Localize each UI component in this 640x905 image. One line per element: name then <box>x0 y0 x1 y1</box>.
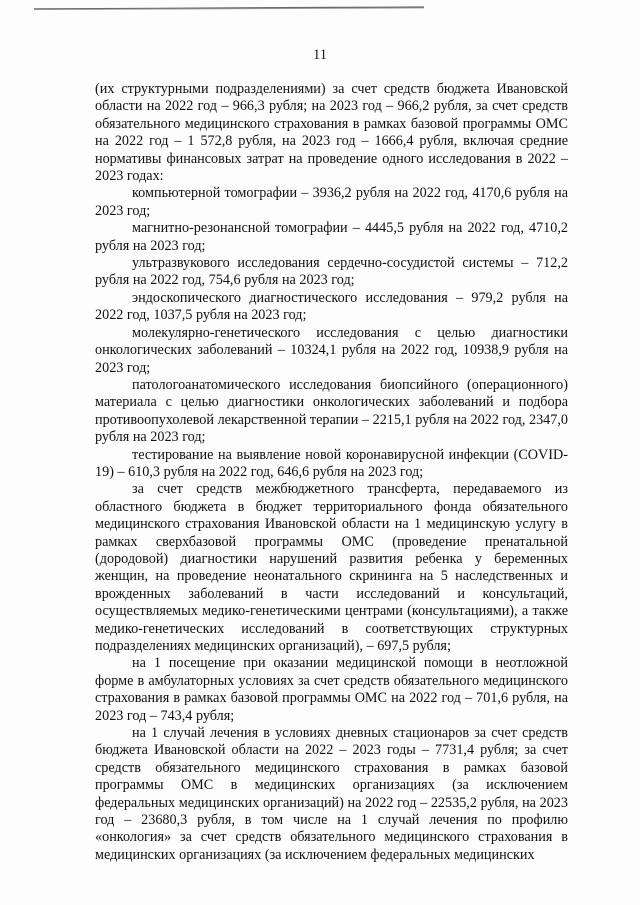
paragraph: молекулярно-генетического исследования с целью диагностики онкологических заболеваний – 10324,1 рубля на 2022 год, 10938,9 рубля на 2023 год; <box>95 324 568 376</box>
paragraph: на 1 посещение при оказании медицинской помощи в неотложной форме в амбулаторных условиях за счет средств обязательного медицинского страхования в рамках базовой программы ОМС на 2022 год – 701,6 рубля, на 2023 год – 743,4 рубля; <box>95 655 568 724</box>
paragraph: магнитно-резонансной томографии – 4445,5 рубля на 2022 год, 4710,2 рубля на 2023 год; <box>95 220 568 254</box>
body-text <box>95 81 568 864</box>
paragraph: на 1 случай лечения в условиях дневных стационаров за счет средств бюджета Ивановской области на 2022 – 2023 годы – 7731,4 рубля; за счет средств обязательного медицинского страхования в рамках базовой программы ОМС в медицинских организациях (за исключением федеральных медицинских организаций) на 2022 год – 22535,2 рубля, на 2023 год – 23680,3 рубля, в том числе на 1 случай лечения по профилю «онкология» за счет средств обязательного медицинского страхования в медицинских организациях (за исключением федеральных медицинских <box>95 725 568 863</box>
paragraph: патологоанатомического исследования биопсийного (операционного) материала с целью диагностики онкологических заболеваний и подбора противоопухолевой лекарственной терапии – 2215,1 рубля на 2022 год, 2347,0 рубля на 2023 год; <box>95 376 568 446</box>
scan-artifact-line <box>34 6 424 11</box>
paragraph: за счет средств межбюджетного трансферта, передаваемого из областного бюджета в бюджет территориального фонда обязательного медицинского страхования Ивановской области на 1 медицинскую услугу в рамках сверхбазовой программы ОМС (проведение пренатальной (дородовой) диагностики нарушений развития ребенка у беременных женщин, на проведение неонатального скрининга на 5 наследственных и врожденных заболеваний в части исследований и консультаций, осуществляемых медико-генетическими центрами (консультациями), а также медико-генетических исследований в соответствующих структурных подразделениях медицинских организаций), – 697,5 рубля; <box>95 481 568 654</box>
paragraph: тестирование на выявление новой коронавирусной инфекции (COVID-19) – 610,3 рубля на 2022 год, 646,6 рубля на 2023 год; <box>95 446 568 480</box>
paragraph: компьютерной томографии – 3936,2 рубля на 2022 год, 4170,6 рубля на 2023 год; <box>95 185 568 219</box>
paragraph: (их структурными подразделениями) за счет средств бюджета Ивановской области на 2022 год – 966,3 рубля; на 2023 год – 966,2 рубля, за счет средств обязательного медицинского страхования в рамках базовой программы ОМС на 2022 год – 1 572,8 рубля, на 2023 год – 1666,4 рубля, включая средние нормативы финансовых затрат на проведение одного исследования в 2022 – 2023 годах: <box>95 81 568 185</box>
paragraph: эндоскопического диагностического исследования – 979,2 рубля на 2022 год, 1037,5 рубля на 2023 год; <box>95 289 568 324</box>
page-number: 11 <box>313 47 327 63</box>
paragraph: ультразвукового исследования сердечно-сосудистой системы – 712,2 рубля на 2022 год, 754,6 рубля на 2023 год; <box>95 255 568 289</box>
